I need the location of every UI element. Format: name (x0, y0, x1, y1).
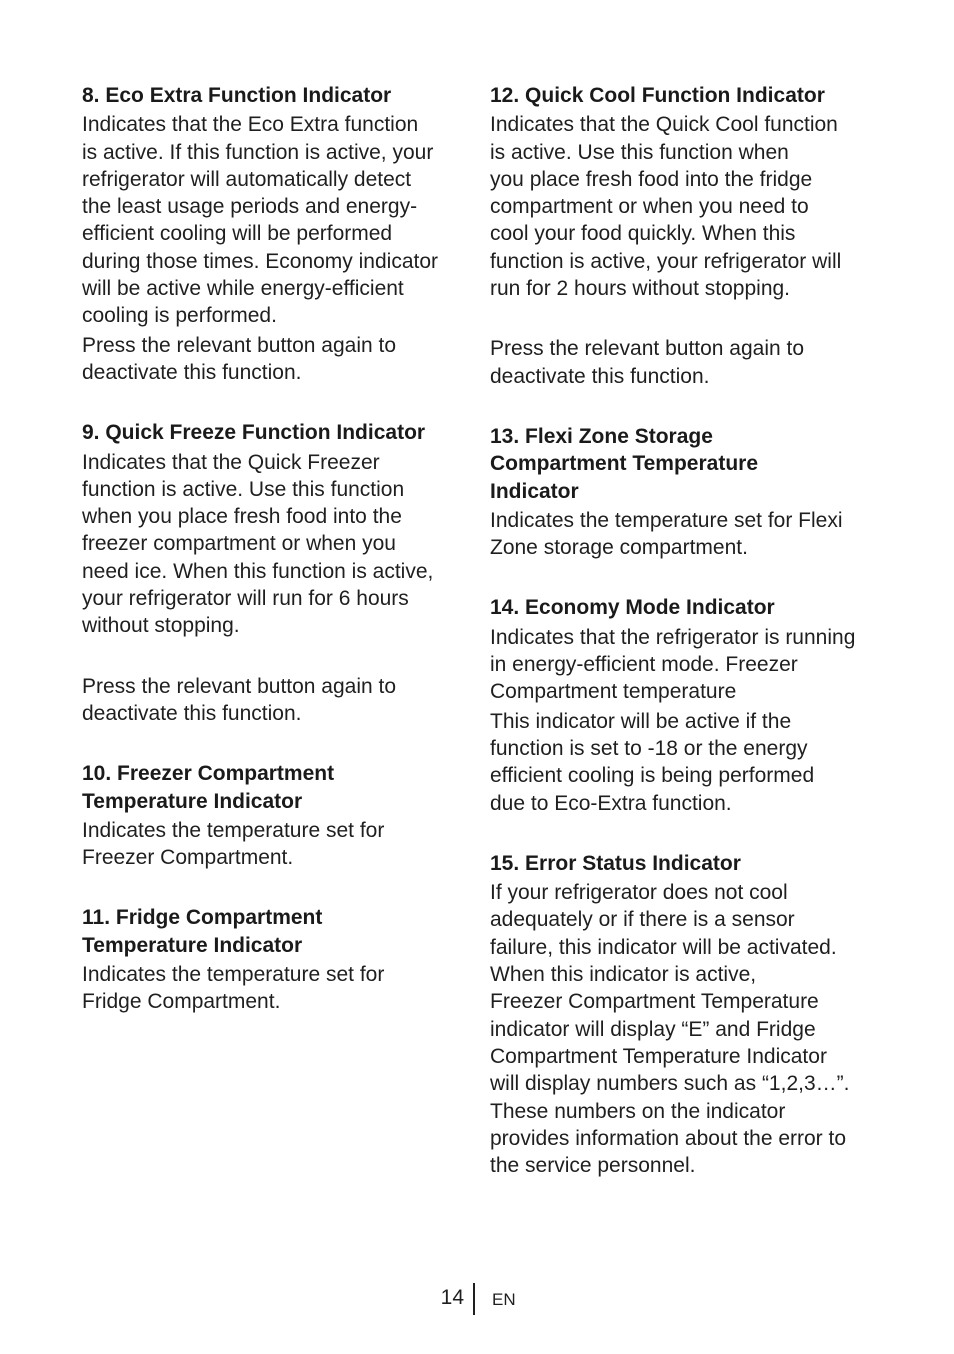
section-heading: 14. Economy Mode Indicator (490, 596, 775, 620)
footer-divider (473, 1283, 475, 1315)
section-heading: 8. Eco Extra Function Indicator (82, 84, 392, 107)
section-flexi-zone-storage-compartment-temperature-indicator (490, 423, 882, 561)
section-heading: 12. Quick Cool Function Indicator (490, 84, 825, 107)
section-economy-mode-indicator (490, 594, 882, 816)
section-body: This indicator will be active if the function is set to -18 or the energy efficient cooling is being performed due to Eco-Extra function. (490, 709, 815, 815)
right-column (490, 82, 882, 1179)
language-code: EN (492, 1290, 516, 1309)
section-body: If your refrigerator does not cool adequately or if there is a sensor failure, this indicator will be activated. When this indicator is active, Freezer Compartment Temperature indicator will display “E” and Fridge Compartment Temperature Indicator will display numbers such as “1,2,3…”. These numbers on the indicator provides information about the error to the service personnel. (490, 881, 850, 1178)
section-heading: 9. Quick Freeze Function Indicator (82, 421, 426, 445)
section-quick-cool-function-indicator (490, 82, 882, 390)
section-heading: 13. Flexi Zone Storage Compartment Temperature Indicator (490, 424, 758, 503)
section-body: Indicates that the Eco Extra function is active. If this function is active, your refrigerator will automatically detect the least usage periods and energy- efficient cooling will be performed during those times. Economy indicator will be active while energy-efficient cooling is performed. (82, 113, 439, 328)
section-body: Indicates that the Quick Cool function is active. Use this function when you place fresh food into the fridge compartment or when you need to cool your food quickly. When this function is active, your refrigerator will run for 2 hours without stopping. (490, 113, 842, 301)
section-body: Indicates the temperature set for Freezer Compartment. (82, 818, 385, 870)
section-freezer-compartment-temperature-indicator (82, 760, 467, 871)
section-heading: 15. Error Status Indicator (490, 851, 741, 875)
section-quick-freeze-function-indicator (82, 419, 467, 727)
section-body: Indicates that the refrigerator is running in energy-efficient mode. Freezer Compartment temperature (490, 625, 856, 704)
section-body: Press the relevant button again to deactivate this function. (490, 337, 805, 388)
page-footer (0, 1284, 954, 1314)
section-body: Press the relevant button again to deactivate this function. (82, 333, 397, 384)
section-body: Indicates the temperature set for Flexi Zone storage compartment. (490, 508, 843, 560)
section-error-status-indicator (490, 850, 882, 1180)
section-body: Indicates that the Quick Freezer function is active. Use this function when you place fresh food into the freezer compartment or when you need ice. When this function is active, your refrigerator will run for 6 hours without stopping. (82, 450, 434, 638)
section-body: Press the relevant button again to deactivate this function. (82, 674, 397, 725)
section-body: Indicates the temperature set for Fridge Compartment. (82, 963, 385, 1014)
section-heading: 11. Fridge Compartment Temperature Indicator (82, 906, 323, 957)
section-fridge-compartment-temperature-indicator (82, 904, 467, 1015)
left-column (82, 82, 467, 1016)
page-number: 14 (440, 1286, 464, 1309)
section-heading: 10. Freezer Compartment Temperature Indicator (82, 762, 335, 813)
section-eco-extra-function-indicator (82, 82, 467, 386)
